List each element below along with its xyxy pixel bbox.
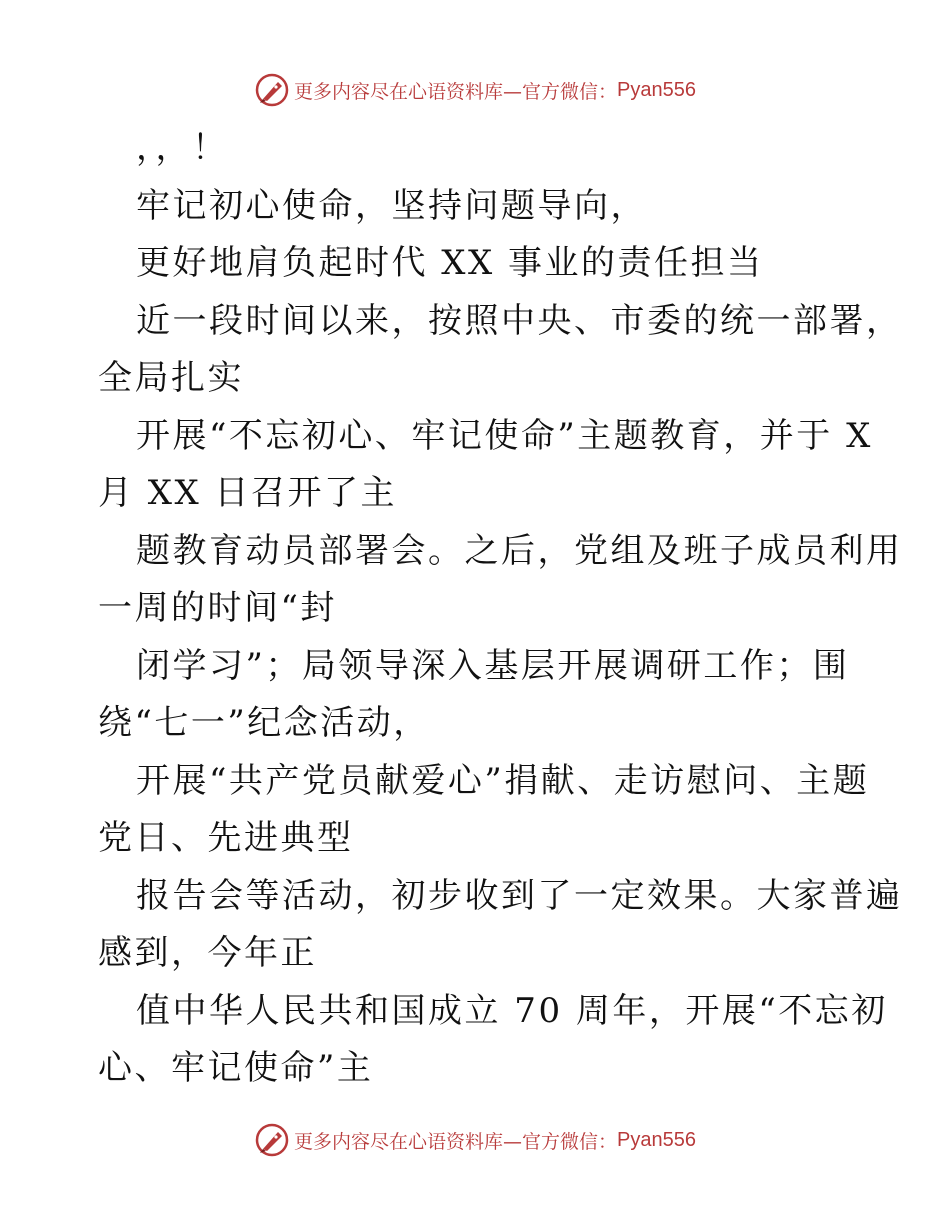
text-line: 绕“七一”纪念活动， bbox=[98, 703, 430, 743]
text-line: 报告会等活动，初步收到了一定效果。大家普遍 bbox=[136, 875, 903, 916]
text-line: 月 XX 日召开了主 bbox=[98, 473, 398, 513]
text-line: ，，！ bbox=[136, 128, 229, 168]
text-line: 更好地肩负起时代 XX 事业的责任担当 bbox=[136, 243, 764, 283]
text-line: 感到，今年正 bbox=[98, 933, 317, 973]
text-line: 开展“不忘初心、牢记使命”主题教育，并于 X bbox=[136, 415, 873, 456]
footer-watermark-banner bbox=[0, 1120, 950, 1160]
pen-nib-logo-icon bbox=[254, 72, 290, 108]
text-line: 牢记初心使命，坚持问题导向， bbox=[136, 185, 647, 226]
text-line: 一周的时间“封 bbox=[98, 588, 337, 628]
header-watermark-banner bbox=[0, 70, 950, 110]
document-body bbox=[98, 120, 903, 1098]
banner-text: 更多内容尽在心语资料库—官方微信： bbox=[294, 1130, 618, 1153]
text-line: 近一段时间以来，按照中央、市委的统一部署， bbox=[136, 300, 903, 341]
text-line: 题教育动员部署会。之后，党组及班子成员利用 bbox=[136, 530, 903, 571]
text-line: 值中华人民共和国成立 70 周年，开展“不忘初 bbox=[136, 990, 888, 1031]
pen-nib-logo-icon bbox=[254, 1122, 290, 1158]
text-line: 心、牢记使命”主 bbox=[98, 1048, 374, 1088]
text-line: 全局扎实 bbox=[98, 358, 244, 398]
text-line: 开展“共产党员献爱心”捐献、走访慰问、主题 bbox=[136, 760, 870, 801]
banner-text: 更多内容尽在心语资料库—官方微信： bbox=[294, 80, 618, 103]
wechat-id: Pyan556 bbox=[617, 78, 696, 101]
text-line: 闭学习”；局领导深入基层开展调研工作；围 bbox=[136, 645, 850, 686]
wechat-id: Pyan556 bbox=[617, 1128, 696, 1151]
text-line: 党日、先进典型 bbox=[98, 818, 354, 858]
